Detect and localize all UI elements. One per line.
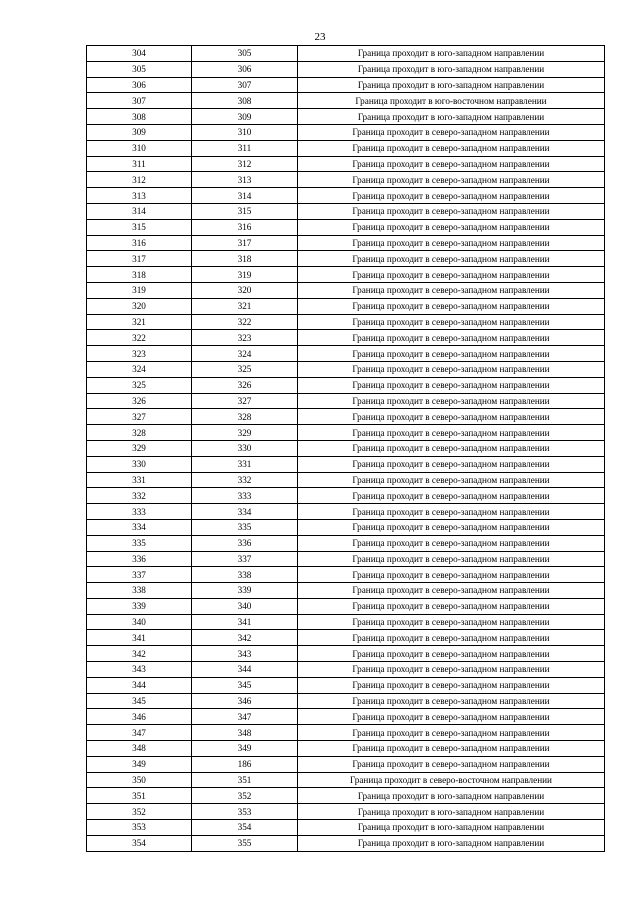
table-row (87, 804, 605, 820)
point-to-cell: 355 (192, 835, 298, 851)
description-cell: Граница проходит в северо-западном направлении (298, 519, 605, 535)
table-row (87, 235, 605, 251)
description-cell: Граница проходит в северо-западном направлении (298, 156, 605, 172)
table-row (87, 662, 605, 678)
point-from-cell: 332 (87, 488, 192, 504)
table-row (87, 409, 605, 425)
point-from-cell: 311 (87, 156, 192, 172)
point-from-cell: 313 (87, 188, 192, 204)
table-row (87, 519, 605, 535)
point-from-cell: 322 (87, 330, 192, 346)
point-from-cell: 305 (87, 61, 192, 77)
table-row (87, 140, 605, 156)
point-to-cell: 323 (192, 330, 298, 346)
point-to-cell: 349 (192, 741, 298, 757)
description-cell: Граница проходит в северо-западном направлении (298, 188, 605, 204)
point-from-cell: 354 (87, 835, 192, 851)
description-cell: Граница проходит в северо-западном направлении (298, 361, 605, 377)
point-from-cell: 318 (87, 267, 192, 283)
table-row (87, 583, 605, 599)
description-cell: Граница проходит в северо-западном направлении (298, 282, 605, 298)
point-to-cell: 344 (192, 662, 298, 678)
point-from-cell: 312 (87, 172, 192, 188)
table-row (87, 788, 605, 804)
description-cell: Граница проходит в юго-западном направлении (298, 788, 605, 804)
point-from-cell: 319 (87, 282, 192, 298)
description-cell: Граница проходит в северо-западном направлении (298, 203, 605, 219)
description-cell: Граница проходит в северо-западном направлении (298, 409, 605, 425)
point-from-cell: 320 (87, 298, 192, 314)
point-from-cell: 316 (87, 235, 192, 251)
description-cell: Граница проходит в северо-западном направлении (298, 251, 605, 267)
table-row (87, 567, 605, 583)
point-to-cell: 348 (192, 725, 298, 741)
point-to-cell: 312 (192, 156, 298, 172)
table-row (87, 203, 605, 219)
table-row (87, 440, 605, 456)
point-to-cell: 317 (192, 235, 298, 251)
table-row (87, 346, 605, 362)
point-to-cell: 314 (192, 188, 298, 204)
point-to-cell: 341 (192, 614, 298, 630)
point-from-cell: 334 (87, 519, 192, 535)
description-cell: Граница проходит в северо-западном направлении (298, 662, 605, 678)
point-from-cell: 353 (87, 820, 192, 836)
point-to-cell: 324 (192, 346, 298, 362)
table-row (87, 456, 605, 472)
point-to-cell: 337 (192, 551, 298, 567)
description-cell: Граница проходит в северо-западном направлении (298, 346, 605, 362)
point-to-cell: 336 (192, 535, 298, 551)
point-to-cell: 326 (192, 377, 298, 393)
description-cell: Граница проходит в северо-западном направлении (298, 693, 605, 709)
point-from-cell: 325 (87, 377, 192, 393)
table-row (87, 124, 605, 140)
description-cell: Граница проходит в северо-западном направлении (298, 488, 605, 504)
description-cell: Граница проходит в северо-западном направлении (298, 535, 605, 551)
table-row (87, 282, 605, 298)
point-from-cell: 304 (87, 46, 192, 62)
description-cell: Граница проходит в юго-западном направлении (298, 109, 605, 125)
point-to-cell: 321 (192, 298, 298, 314)
description-cell: Граница проходит в северо-западном направлении (298, 741, 605, 757)
point-to-cell: 319 (192, 267, 298, 283)
table-row (87, 693, 605, 709)
description-cell: Граница проходит в северо-западном направлении (298, 725, 605, 741)
description-cell: Граница проходит в северо-восточном направлении (298, 772, 605, 788)
point-to-cell: 311 (192, 140, 298, 156)
table-row (87, 741, 605, 757)
description-cell: Граница проходит в северо-западном направлении (298, 677, 605, 693)
point-to-cell: 318 (192, 251, 298, 267)
point-from-cell: 315 (87, 219, 192, 235)
point-to-cell: 354 (192, 820, 298, 836)
table-row (87, 646, 605, 662)
point-from-cell: 324 (87, 361, 192, 377)
table-row (87, 598, 605, 614)
point-from-cell: 343 (87, 662, 192, 678)
point-from-cell: 339 (87, 598, 192, 614)
point-to-cell: 313 (192, 172, 298, 188)
description-cell: Граница проходит в юго-западном направлении (298, 835, 605, 851)
page-number: 23 (314, 31, 326, 43)
table-row (87, 61, 605, 77)
point-to-cell: 347 (192, 709, 298, 725)
description-cell: Граница проходит в северо-западном направлении (298, 472, 605, 488)
point-to-cell: 305 (192, 46, 298, 62)
table-row (87, 330, 605, 346)
description-cell: Граница проходит в северо-западном направлении (298, 219, 605, 235)
point-to-cell: 307 (192, 77, 298, 93)
table-row (87, 820, 605, 836)
table-row (87, 535, 605, 551)
point-to-cell: 342 (192, 630, 298, 646)
description-cell: Граница проходит в северо-западном направлении (298, 298, 605, 314)
table-row (87, 298, 605, 314)
point-from-cell: 344 (87, 677, 192, 693)
description-cell: Граница проходит в северо-западном направлении (298, 235, 605, 251)
description-cell: Граница проходит в северо-западном направлении (298, 267, 605, 283)
table-row (87, 772, 605, 788)
point-to-cell: 351 (192, 772, 298, 788)
table-row (87, 472, 605, 488)
description-cell: Граница проходит в северо-западном направлении (298, 456, 605, 472)
description-cell: Граница проходит в северо-западном направлении (298, 393, 605, 409)
table-row (87, 188, 605, 204)
description-cell: Граница проходит в юго-восточном направлении (298, 93, 605, 109)
table-row (87, 93, 605, 109)
point-to-cell: 310 (192, 124, 298, 140)
table-row (87, 630, 605, 646)
point-to-cell: 315 (192, 203, 298, 219)
table-row (87, 614, 605, 630)
point-to-cell: 329 (192, 425, 298, 441)
point-to-cell: 330 (192, 440, 298, 456)
point-from-cell: 352 (87, 804, 192, 820)
point-from-cell: 329 (87, 440, 192, 456)
point-from-cell: 310 (87, 140, 192, 156)
table-row (87, 156, 605, 172)
point-to-cell: 334 (192, 504, 298, 520)
description-cell: Граница проходит в северо-западном направлении (298, 440, 605, 456)
point-from-cell: 341 (87, 630, 192, 646)
point-to-cell: 331 (192, 456, 298, 472)
description-cell: Граница проходит в северо-западном направлении (298, 551, 605, 567)
point-to-cell: 343 (192, 646, 298, 662)
point-to-cell: 353 (192, 804, 298, 820)
table-row (87, 361, 605, 377)
point-from-cell: 323 (87, 346, 192, 362)
description-cell: Граница проходит в северо-западном направлении (298, 377, 605, 393)
point-from-cell: 338 (87, 583, 192, 599)
table-row (87, 756, 605, 772)
point-from-cell: 351 (87, 788, 192, 804)
point-to-cell: 186 (192, 756, 298, 772)
description-cell: Граница проходит в юго-западном направлении (298, 46, 605, 62)
table-row (87, 709, 605, 725)
table-row (87, 425, 605, 441)
point-from-cell: 326 (87, 393, 192, 409)
point-from-cell: 340 (87, 614, 192, 630)
point-from-cell: 346 (87, 709, 192, 725)
point-from-cell: 330 (87, 456, 192, 472)
table-row (87, 267, 605, 283)
table-row (87, 725, 605, 741)
point-to-cell: 309 (192, 109, 298, 125)
description-cell: Граница проходит в северо-западном направлении (298, 614, 605, 630)
point-to-cell: 308 (192, 93, 298, 109)
point-to-cell: 338 (192, 567, 298, 583)
point-from-cell: 321 (87, 314, 192, 330)
point-to-cell: 346 (192, 693, 298, 709)
description-cell: Граница проходит в северо-западном направлении (298, 140, 605, 156)
table-row (87, 677, 605, 693)
point-from-cell: 335 (87, 535, 192, 551)
point-from-cell: 345 (87, 693, 192, 709)
description-cell: Граница проходит в северо-западном направлении (298, 172, 605, 188)
description-cell: Граница проходит в северо-западном направлении (298, 709, 605, 725)
table-row (87, 551, 605, 567)
point-from-cell: 307 (87, 93, 192, 109)
table-row (87, 77, 605, 93)
description-cell: Граница проходит в северо-западном направлении (298, 567, 605, 583)
point-from-cell: 314 (87, 203, 192, 219)
description-cell: Граница проходит в северо-западном направлении (298, 598, 605, 614)
table-row (87, 219, 605, 235)
description-cell: Граница проходит в северо-западном направлении (298, 630, 605, 646)
boundary-table (86, 45, 605, 852)
point-from-cell: 350 (87, 772, 192, 788)
point-from-cell: 331 (87, 472, 192, 488)
point-to-cell: 333 (192, 488, 298, 504)
point-from-cell: 333 (87, 504, 192, 520)
point-from-cell: 347 (87, 725, 192, 741)
table-row (87, 835, 605, 851)
point-from-cell: 328 (87, 425, 192, 441)
table-row (87, 393, 605, 409)
table-row (87, 251, 605, 267)
description-cell: Граница проходит в северо-западном направлении (298, 425, 605, 441)
point-from-cell: 308 (87, 109, 192, 125)
point-from-cell: 337 (87, 567, 192, 583)
point-from-cell: 306 (87, 77, 192, 93)
table-row (87, 46, 605, 62)
description-cell: Граница проходит в юго-западном направлении (298, 804, 605, 820)
point-from-cell: 349 (87, 756, 192, 772)
point-from-cell: 327 (87, 409, 192, 425)
table-row (87, 109, 605, 125)
point-to-cell: 325 (192, 361, 298, 377)
point-to-cell: 327 (192, 393, 298, 409)
description-cell: Граница проходит в северо-западном направлении (298, 756, 605, 772)
description-cell: Граница проходит в северо-западном направлении (298, 314, 605, 330)
point-to-cell: 335 (192, 519, 298, 535)
point-to-cell: 339 (192, 583, 298, 599)
point-to-cell: 332 (192, 472, 298, 488)
description-cell: Граница проходит в северо-западном направлении (298, 330, 605, 346)
point-to-cell: 328 (192, 409, 298, 425)
point-to-cell: 322 (192, 314, 298, 330)
table-row (87, 377, 605, 393)
point-from-cell: 348 (87, 741, 192, 757)
point-from-cell: 317 (87, 251, 192, 267)
table-row (87, 488, 605, 504)
description-cell: Граница проходит в северо-западном направлении (298, 504, 605, 520)
description-cell: Граница проходит в северо-западном направлении (298, 646, 605, 662)
table-body (87, 46, 605, 852)
point-to-cell: 320 (192, 282, 298, 298)
point-from-cell: 342 (87, 646, 192, 662)
point-to-cell: 340 (192, 598, 298, 614)
description-cell: Граница проходит в юго-западном направлении (298, 820, 605, 836)
point-from-cell: 336 (87, 551, 192, 567)
table-row (87, 314, 605, 330)
point-to-cell: 316 (192, 219, 298, 235)
point-to-cell: 306 (192, 61, 298, 77)
description-cell: Граница проходит в юго-западном направлении (298, 77, 605, 93)
point-from-cell: 309 (87, 124, 192, 140)
table-row (87, 172, 605, 188)
point-to-cell: 345 (192, 677, 298, 693)
description-cell: Граница проходит в северо-западном направлении (298, 124, 605, 140)
description-cell: Граница проходит в северо-западном направлении (298, 583, 605, 599)
table-row (87, 504, 605, 520)
point-to-cell: 352 (192, 788, 298, 804)
description-cell: Граница проходит в юго-западном направлении (298, 61, 605, 77)
